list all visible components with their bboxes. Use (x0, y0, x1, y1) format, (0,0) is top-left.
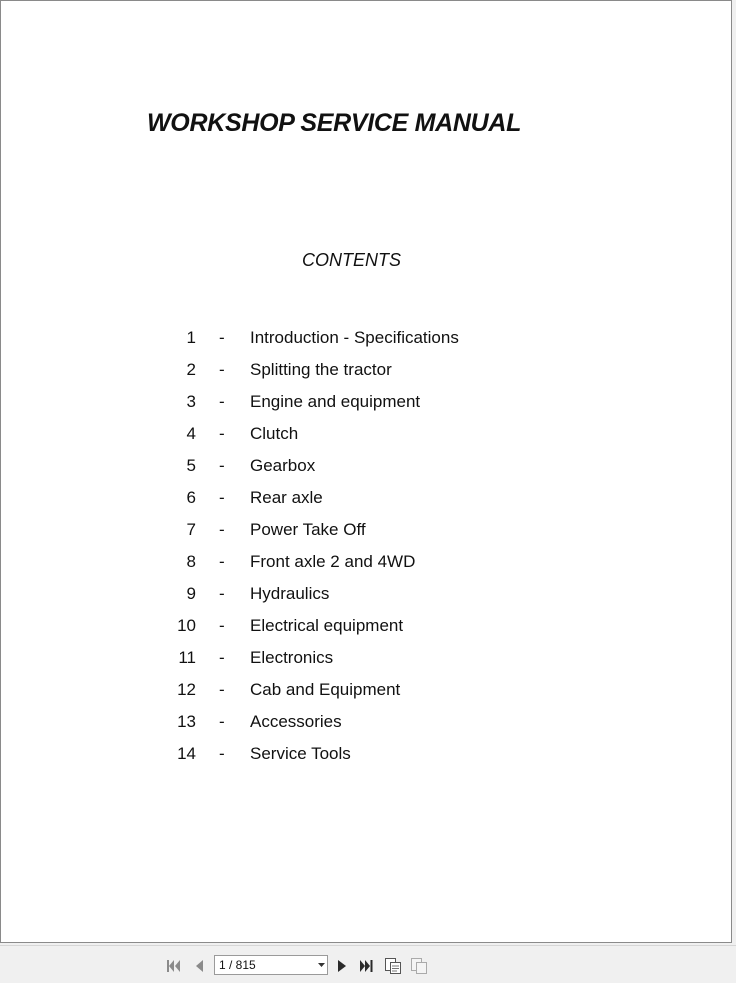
toc-label: Engine and equipment (250, 392, 421, 411)
previous-page-icon (193, 959, 205, 973)
previous-page-button[interactable] (190, 957, 208, 975)
toc-dash: - (219, 680, 225, 699)
toc-number: 10 (177, 616, 196, 635)
toc-dash: - (219, 744, 225, 763)
toc-number: 14 (177, 744, 196, 763)
paste-page-button[interactable] (410, 957, 428, 975)
next-page-button[interactable] (333, 957, 351, 975)
toc-number: 4 (186, 424, 196, 443)
toc-number: 11 (178, 648, 196, 667)
toc-dash: - (219, 392, 225, 411)
toc-label: Rear axle (250, 488, 323, 507)
document-title: WORKSHOP SERVICE MANUAL (147, 109, 522, 137)
toc-dash: - (219, 648, 225, 667)
toc-label: Service Tools (250, 744, 351, 763)
toc-number: 13 (177, 712, 196, 731)
toc-number: 9 (186, 584, 196, 603)
contents-heading: CONTENTS (302, 250, 401, 270)
toc-item (161, 389, 521, 421)
toc-item (161, 613, 521, 645)
page-dropdown-button[interactable] (315, 956, 327, 974)
toc-item (161, 421, 521, 453)
toc-number: 5 (186, 456, 196, 475)
toc-label: Splitting the tractor (250, 360, 392, 379)
toc-dash: - (219, 360, 225, 379)
toc-label: Gearbox (250, 456, 316, 475)
toc-item (161, 677, 521, 709)
navigation-toolbar (0, 945, 736, 983)
first-page-button[interactable] (165, 957, 183, 975)
toc-label: Electronics (250, 648, 334, 667)
toc-item (161, 325, 521, 357)
page-dropdown-arrow-icon (318, 963, 325, 967)
toc-item (161, 645, 521, 677)
toc-dash: - (219, 488, 225, 507)
toc-dash: - (219, 712, 225, 731)
toc-dash: - (219, 552, 225, 571)
table-of-contents (161, 325, 521, 773)
page-selector[interactable] (214, 955, 328, 975)
toc-dash: - (219, 424, 225, 443)
toc-number: 2 (186, 360, 196, 379)
toc-label: Introduction - Specifications (250, 328, 459, 347)
last-page-icon (358, 959, 374, 973)
toc-item (161, 517, 521, 549)
toc-number: 7 (186, 520, 196, 539)
toc-label: Power Take Off (250, 520, 366, 539)
toc-label: Electrical equipment (250, 616, 404, 635)
toc-item (161, 485, 521, 517)
toc-item (161, 453, 521, 485)
toc-label: Clutch (250, 424, 299, 443)
next-page-icon (336, 959, 348, 973)
copy-page-button[interactable] (384, 957, 402, 975)
toc-number: 3 (186, 392, 196, 411)
toc-label: Cab and Equipment (250, 680, 401, 699)
toc-item (161, 709, 521, 741)
last-page-button[interactable] (357, 957, 375, 975)
toc-label: Accessories (250, 712, 342, 731)
page-indicator: 1 / 815 (219, 958, 256, 972)
toc-dash: - (219, 328, 225, 347)
toc-dash: - (219, 584, 225, 603)
toc-label: Hydraulics (250, 584, 330, 603)
toc-dash: - (219, 616, 225, 635)
toc-label: Front axle 2 and 4WD (250, 552, 416, 571)
copy-page-icon (384, 957, 402, 975)
toc-item (161, 581, 521, 613)
toc-dash: - (219, 456, 225, 475)
first-page-icon (166, 959, 182, 973)
toc-number: 6 (186, 488, 196, 507)
toc-item (161, 741, 521, 773)
paste-page-icon (410, 957, 428, 975)
toc-dash: - (219, 520, 225, 539)
toc-number: 1 (186, 328, 196, 347)
toc-number: 8 (186, 552, 196, 571)
toc-number: 12 (177, 680, 196, 699)
toc-item (161, 357, 521, 389)
toc-item (161, 549, 521, 581)
